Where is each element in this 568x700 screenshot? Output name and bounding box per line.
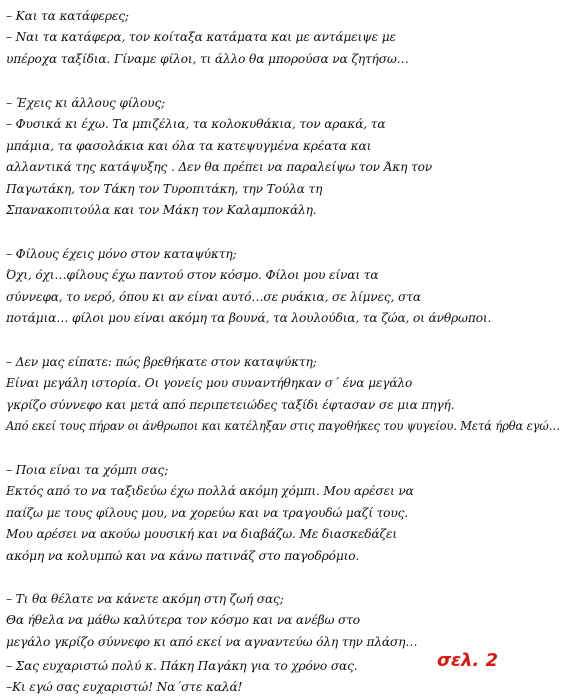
text-line: μπάμια, τα φασολάκια και όλα τα κατεψυγμένα κρέατα και — [6, 139, 372, 153]
text-line: ακόμη να κολυμπώ και να κάνω πατινάζ στο παγοδρόμιο. — [6, 549, 360, 563]
text-line: υπέροχα ταξίδια. Γίναμε φίλοι, τι άλλο θα μπορούσα να ζητήσω… — [6, 52, 409, 66]
text-line: ποτάμια… φίλοι μου είναι ακόμη τα βουνά, τα λουλούδια, τα ζώα, οι άνθρωποι. — [6, 311, 492, 325]
text-line: μεγάλο γκρίζο σύννεφο κι από εκεί να αγναντεύω όλη την πλάση… — [6, 635, 418, 649]
text-line: γκρίζο σύννεφο και μετά από περιπετειώδες ταξίδι έφτασαν σε μια πηγή. — [6, 398, 455, 412]
text-line: – Και τα κατάφερες; — [6, 9, 129, 23]
text-line: –Κι εγώ σας ευχαριστώ! Να΄στε καλά! — [6, 680, 243, 694]
text-line: παίζω με τους φίλους μου, να χορεύω και να τραγουδώ μαζί τους. — [6, 506, 409, 520]
text-line: – Έχεις κι άλλους φίλους; — [6, 96, 166, 110]
text-line: – Φίλους έχεις μόνο στον καταψύκτη; — [6, 247, 237, 261]
text-line: Όχι, όχι…φίλους έχω παντού στον κόσμο. Φίλοι μου είναι τα — [6, 268, 379, 282]
text-line: Από εκεί τους πήραν οι άνθρωποι και κατέληξαν στις παγοθήκες του ψυγείου. Μετά ήρθα εγώ… — [6, 419, 560, 433]
text-line: – Τι θα θέλατε να κάνετε ακόμη στη ζωή σας; — [6, 592, 284, 606]
text-line: Σπανακοπιτούλα και τον Μάκη τον Καλαμποκάλη. — [6, 203, 317, 217]
text-line: Μου αρέσει να ακούω μουσική και να διαβάζω. Με διασκεδάζει — [6, 527, 397, 541]
text-line: – Δεν μας είπατε: πώς βρεθήκατε στον καταψύκτη; — [6, 355, 317, 369]
text-line: σύννεφα, το νερό, όπου κι αν είναι αυτό…σε ρυάκια, σε λίμνες, στα — [6, 290, 421, 304]
text-line: – Ποια είναι τα χόμπι σας; — [6, 463, 169, 477]
text-line: Εκτός από το να ταξιδεύω έχω πολλά ακόμη χόμπι. Μου αρέσει να — [6, 484, 414, 498]
text-line: Θα ήθελα να μάθω καλύτερα τον κόσμο και να ανέβω στο — [6, 613, 360, 627]
text-line: – Φυσικά κι έχω. Τα μπιζέλια, τα κολοκυθάκια, τον αρακά, τα — [6, 117, 386, 131]
text-line: Παγωτάκη, τον Τάκη τον Τυροπιτάκη, την Τούλα τη — [6, 182, 323, 196]
text-line: αλλαντικά της κατάψυξης . Δεν θα πρέπει να παραλείψω τον Άκη τον — [6, 160, 433, 174]
page-number: σελ. 2 — [437, 650, 499, 671]
text-line: Είναι μεγάλη ιστορία. Οι γονείς μου συναντήθηκαν σ΄ ένα μεγάλο — [6, 376, 413, 390]
text-line: – Σας ευχαριστώ πολύ κ. Πάκη Παγάκη για το χρόνο σας. — [6, 659, 358, 673]
text-line: – Ναι τα κατάφερα, τον κοίταξα κατάματα και με αντάμειψε με — [6, 30, 396, 44]
